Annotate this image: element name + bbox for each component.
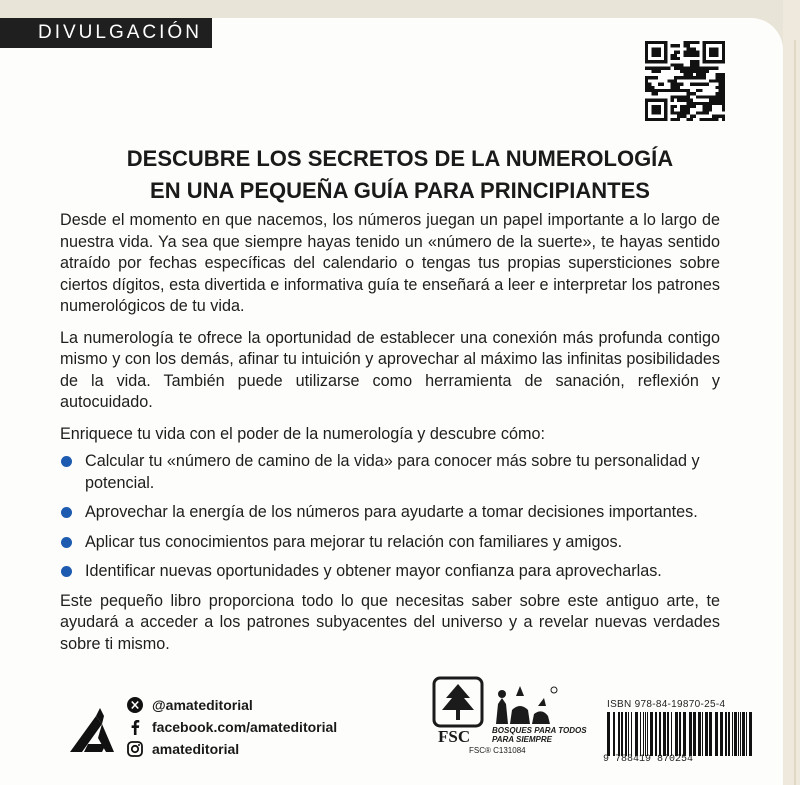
facebook-url[interactable]: facebook.com/amateditorial: [152, 719, 338, 735]
instagram-icon: [127, 741, 143, 757]
bullets-intro: Enriquece tu vida con el poder de la numerología y descubre cómo:: [60, 424, 546, 443]
list-item-text: Aplicar tus conocimientos para mejorar tu relación con familiares y amigos.: [85, 532, 623, 551]
list-item-text: Aprovechar la energía de los números para ayudarte a tomar decisiones importantes.: [85, 503, 698, 521]
x-logo-icon: [127, 697, 143, 713]
animals-icon: [496, 686, 557, 724]
category-badge: DIVULGACIÓN: [0, 18, 212, 48]
list-item: [60, 532, 720, 554]
list-item-text: Identificar nuevas oportunidades y obtener mayor confianza para aprovecharlas.: [85, 562, 662, 580]
closing-paragraph: Este pequeño libro proporciona todo lo que necesitas saber sobre este antiguo arte, te ayudará a acceder a los patrones subyacentes del universo y a revelar nuevas verdades sobre ti mismo.: [60, 591, 720, 653]
list-item: [60, 561, 720, 583]
bullet-dot-icon: [61, 507, 72, 518]
bullet-dot-icon: [61, 537, 72, 548]
fsc-slogan-line-1: BOSQUES PARA TODOS: [492, 726, 587, 735]
headline: [60, 143, 740, 207]
publisher-logo-icon: [62, 700, 120, 758]
qr-code-icon: [645, 41, 725, 121]
headline-line-2: EN UNA PEQUEÑA GUÍA PARA PRINCIPIANTES: [150, 178, 650, 203]
facebook-icon: [127, 719, 143, 735]
social-x[interactable]: [127, 694, 337, 716]
fsc-tree-icon: [434, 678, 482, 726]
blurb: [60, 210, 720, 665]
x-handle[interactable]: @amateditorial: [152, 697, 253, 713]
fsc-name: FSC: [438, 727, 471, 746]
fsc-license-code: FSC® C131084: [469, 746, 526, 755]
benefit-list: [60, 451, 720, 583]
social-links: [127, 694, 337, 760]
barcode-icon: [603, 712, 759, 756]
paragraph-2: La numerología te ofrece la oportunidad de establecer una conexión más profunda contigo mismo y con los demás, afinar tu intuición y aprovechar al máximo las infinitas posibilidades de la vida. También puede utilizarse como herramienta de sanación, reflexión y autocuidado.: [60, 328, 720, 411]
fsc-slogan-line-2: PARA SIEMPRE: [492, 735, 553, 744]
barcode-digits: 9 788419 870254: [603, 754, 694, 765]
list-item-text: Calcular tu «número de camino de la vida» para conocer más sobre tu personalidad y potencial.: [85, 452, 700, 492]
book-spine-edge: [783, 0, 800, 785]
social-facebook[interactable]: [127, 716, 337, 738]
instagram-handle[interactable]: amateditorial: [152, 741, 240, 757]
list-item: [60, 502, 720, 524]
social-instagram[interactable]: [127, 738, 337, 760]
bullet-dot-icon: [61, 566, 72, 577]
spine-line: [794, 40, 796, 785]
headline-line-1: DESCUBRE LOS SECRETOS DE LA NUMEROLOGÍA: [126, 146, 674, 171]
isbn-label: ISBN 978-84-19870-25-4: [607, 699, 726, 710]
bullet-dot-icon: [61, 456, 72, 467]
list-item: [60, 451, 720, 494]
paragraph-1: Desde el momento en que nacemos, los números juegan un papel importante a lo largo de nuestra vida. Ya sea que siempre hayas tenido un «número de la suerte», te hayas sentido atraído por fechas específicas del calendario o tengas tus propias supersticiones sobre ciertos dígitos, esta divertida e informativa guía te enseñará a leer e interpretar los patrones numerológicos de tu vida.: [60, 211, 720, 315]
